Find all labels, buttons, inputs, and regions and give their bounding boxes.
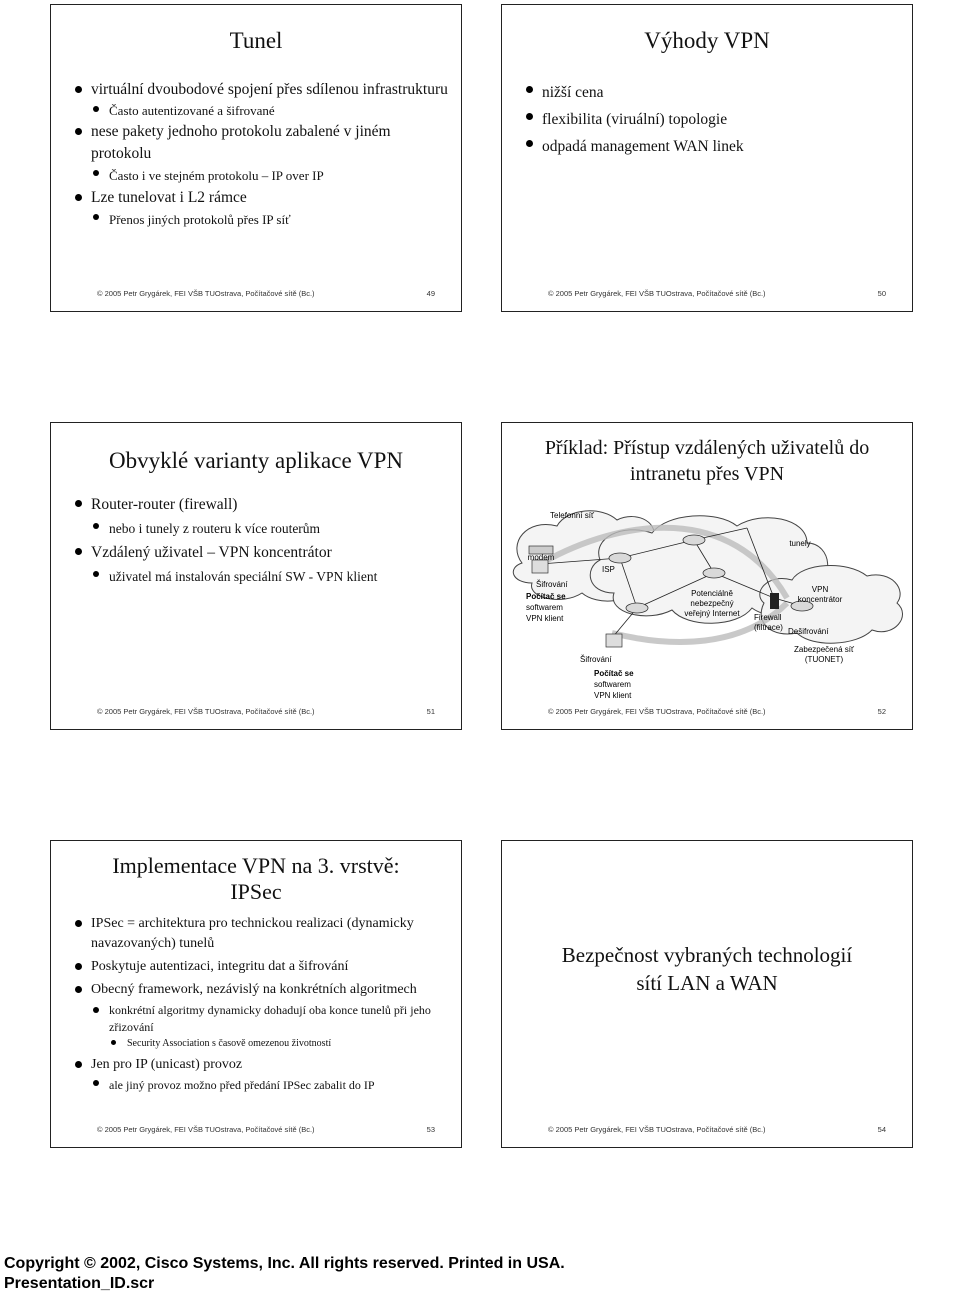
slide-number: 50 [877,289,886,298]
bullet-item: nižší cena [524,79,902,106]
slide-49 [50,4,462,312]
bullet-item: Router-router (firewall) [73,493,451,517]
bullet-item: Přenos jiných protokolů přes IP síť [91,209,451,231]
bullet-item: nebo i tunely z routeru k více routerům [91,517,451,541]
label-tunnels: tunely [789,539,811,548]
slide-54 [501,840,913,1148]
label-pc-client-2: softwarem [594,680,631,689]
label-decryption: Dešifrování [788,627,829,636]
router-icon [683,535,705,545]
presentation-id: Presentation_ID.scr [4,1275,155,1292]
router-icon [609,553,631,563]
label-pc-client-1: VPN klient [526,614,564,623]
label-vpn-concentrator: koncentrátor [797,595,843,604]
bullet-item: Security Association s časově omezenou životností [109,1036,451,1052]
bullet-item: virtuální dvoubodové spojení přes sdílenou infrastrukturu [73,79,451,101]
slide-number: 53 [426,1125,435,1134]
slide-footer [502,1125,912,1137]
slide-title: Obvyklé varianty aplikace VPN [108,448,404,473]
slide-title [51,853,461,905]
footer-text: © 2005 Petr Grygárek, FEI VŠB TUOstrava, Počítačové sítě (Bc.) [97,707,315,716]
bullet-item: flexibilita (viruální) topologie [524,106,902,133]
title-line: sítí LAN a WAN [636,971,778,995]
firewall-icon [770,593,779,609]
vpn-network-diagram [502,498,912,708]
computer-icon [606,634,622,647]
label-firewall: (filtrace) [754,623,783,632]
router-icon [626,603,648,613]
bullet-item: konkrétní algoritmy dynamicky dohadují oba konce tunelů při jeho zřizování [91,1002,451,1036]
label-internet: Potenciálně [691,589,733,598]
slide-number: 54 [877,1125,886,1134]
bullet-item: ale jiný provoz možno před předání IPSec zabalit do IP [91,1075,451,1095]
label-pc-client-2: Počítač se [594,669,634,678]
label-phone-network: Telefonní síť [550,511,594,520]
footer-text: © 2005 Petr Grygárek, FEI VŠB TUOstrava, Počítačové sítě (Bc.) [97,1125,315,1134]
slide-50 [501,4,913,312]
label-isp: ISP [602,565,615,574]
slide-footer [502,289,912,301]
title-line: IPSec [230,879,282,904]
slide-title: Výhody VPN [644,28,770,53]
label-secure-network: (TUONET) [804,655,844,664]
slide-footer [51,289,461,301]
title-line: Bezpečnost vybraných technologií [561,943,853,967]
bullet-item: odpadá management WAN linek [524,133,902,160]
label-secure-network: Zabezpečená síť [794,645,854,654]
label-pc-client-1: Počítač se [526,592,566,601]
bullet-item: Vzdálený uživatel – VPN koncentrátor [73,541,451,565]
slide-51 [50,422,462,730]
slide-number: 51 [426,707,435,716]
footer-text: © 2005 Petr Grygárek, FEI VŠB TUOstrava, Počítačové sítě (Bc.) [548,1125,766,1134]
label-encryption-2: Šifrování [580,655,612,664]
slide-footer [502,707,912,719]
slide-53 [50,840,462,1148]
label-internet: veřejný Internet [684,609,740,618]
bullet-item: nese pakety jednoho protokolu zabalené v jiném protokolu [73,121,451,165]
footer-text: © 2005 Petr Grygárek, FEI VŠB TUOstrava, Počítačové sítě (Bc.) [548,289,766,298]
copyright-notice [4,1254,565,1294]
slide-title: Příklad: Přístup vzdálených uživatelů do intranetu přes VPN [544,437,870,485]
bullet-item: Lze tunelovat i L2 rámce [73,187,451,209]
title-line: Implementace VPN na 3. vrstvě: [112,853,400,878]
label-pc-client-2: VPN klient [594,691,632,700]
label-modem: modem [527,553,555,562]
slide-52 [501,422,913,730]
slide-title: Tunel [229,28,283,53]
footer-text: © 2005 Petr Grygárek, FEI VŠB TUOstrava, Počítačové sítě (Bc.) [548,707,766,716]
bullet-list [73,914,451,1095]
bullet-item: Často autentizované a šifrované [91,101,451,121]
copyright-line: Copyright © 2002, Cisco Systems, Inc. All rights reserved. Printed in USA. [4,1255,565,1272]
slide-title [502,941,912,997]
footer-text: © 2005 Petr Grygárek, FEI VŠB TUOstrava, Počítačové sítě (Bc.) [97,289,315,298]
bullet-list [524,79,902,160]
label-encryption-1: Šifrování [536,580,568,589]
bullet-item: Obecný framework, nezávislý na konkrétních algoritmech [73,980,451,1000]
slide-number: 52 [877,707,886,716]
label-vpn-concentrator: VPN [811,585,829,594]
slide-number: 49 [426,289,435,298]
label-internet: nebezpečný [690,599,734,608]
bullet-list [73,493,451,589]
label-firewall: Firewall [754,613,782,622]
bullet-item: Často i ve stejném protokolu – IP over IP [91,165,451,187]
bullet-item: Jen pro IP (unicast) provoz [73,1055,451,1075]
bullet-item: uživatel má instalován speciální SW - VPN klient [91,565,451,589]
slide-footer [51,1125,461,1137]
router-icon [703,568,725,578]
bullet-item: IPSec = architektura pro technickou realizaci (dynamicky navazovaných) tunelů [73,914,451,954]
bullet-item: Poskytuje autentizaci, integritu dat a šifrování [73,957,451,977]
label-pc-client-1: softwarem [526,603,563,612]
bullet-list [73,79,451,231]
slide-footer [51,707,461,719]
